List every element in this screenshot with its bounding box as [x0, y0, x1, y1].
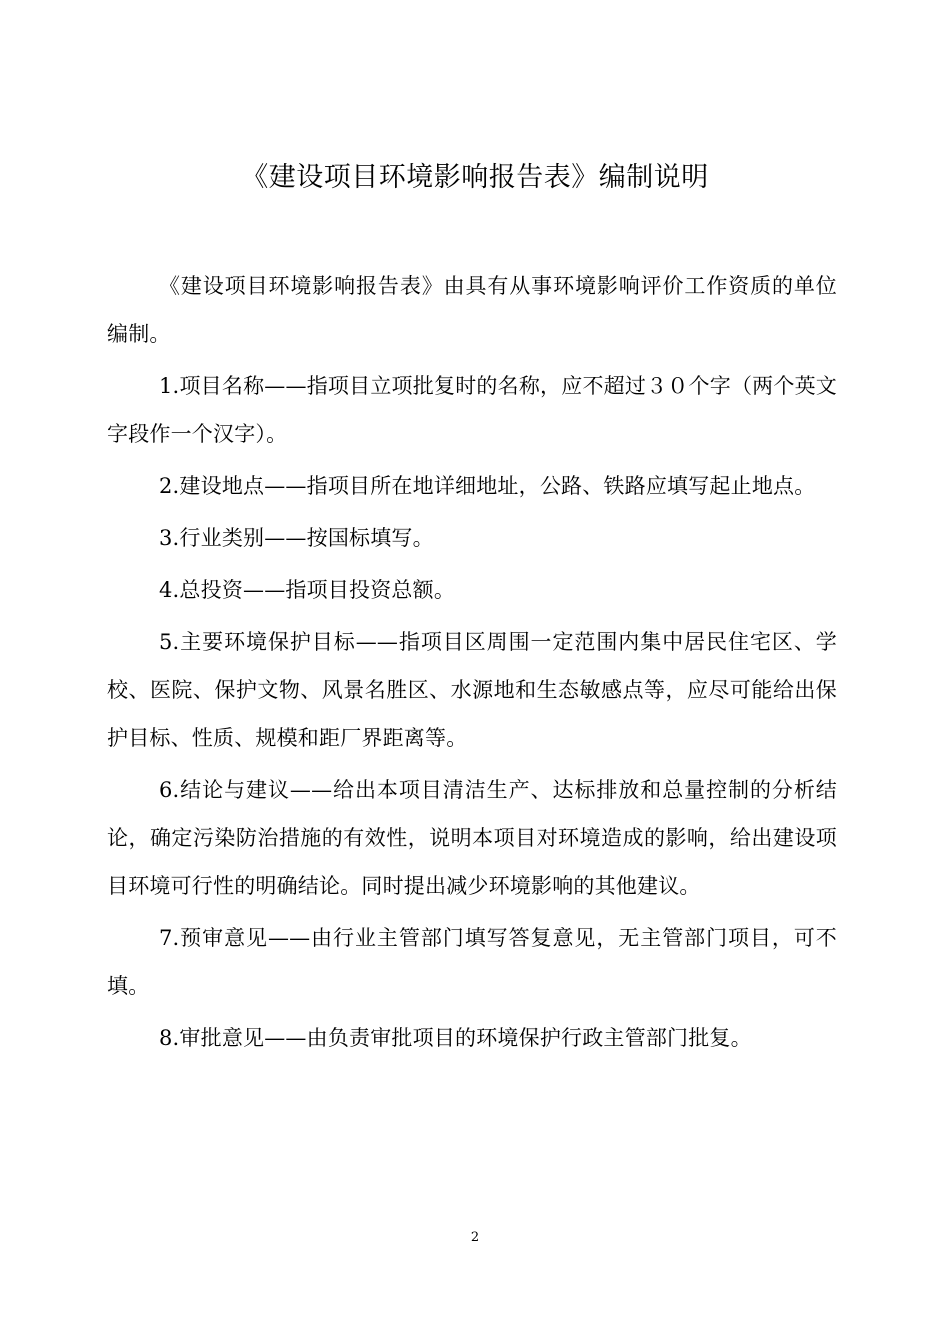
item-conclusions: 6.结论与建议——给出本项目清洁生产、达标排放和总量控制的分析结论，确定污染防治措施的有效性，说明本项目对环境造成的影响，给出建设项目环境可行性的明确结论。同时提出减少环境影响的其他建议。 [107, 778, 837, 898]
document-title: 《建设项目环境影响报告表》编制说明 [241, 162, 709, 193]
item-total-investment: 4.总投资——指项目投资总额。 [159, 578, 456, 602]
item-pre-review-opinion: 7.预审意见——由行业主管部门填写答复意见，无主管部门项目，可不填。 [107, 926, 837, 998]
item-approval-opinion: 8.审批意见——由负责审批项目的环境保护行政主管部门批复。 [159, 1026, 752, 1050]
item-protection-targets: 5.主要环境保护目标——指项目区周围一定范围内集中居民住宅区、学校、医院、保护文物、风景名胜区、水源地和生态敏感点等，应尽可能给出保护目标、性质、规模和距厂界距离等。 [107, 630, 837, 750]
item-industry-category: 3.行业类别——按国标填写。 [159, 526, 434, 550]
item-project-name: 1.项目名称——指项目立项批复时的名称，应不超过３０个字（两个英文字段作一个汉字）。 [107, 374, 837, 446]
intro-paragraph: 《建设项目环境影响报告表》由具有从事环境影响评价工作资质的单位编制。 [107, 274, 837, 346]
document-body [107, 262, 837, 1066]
page-number: 2 [470, 1230, 480, 1245]
item-construction-site: 2.建设地点——指项目所在地详细地址，公路、铁路应填写起止地点。 [159, 474, 816, 498]
